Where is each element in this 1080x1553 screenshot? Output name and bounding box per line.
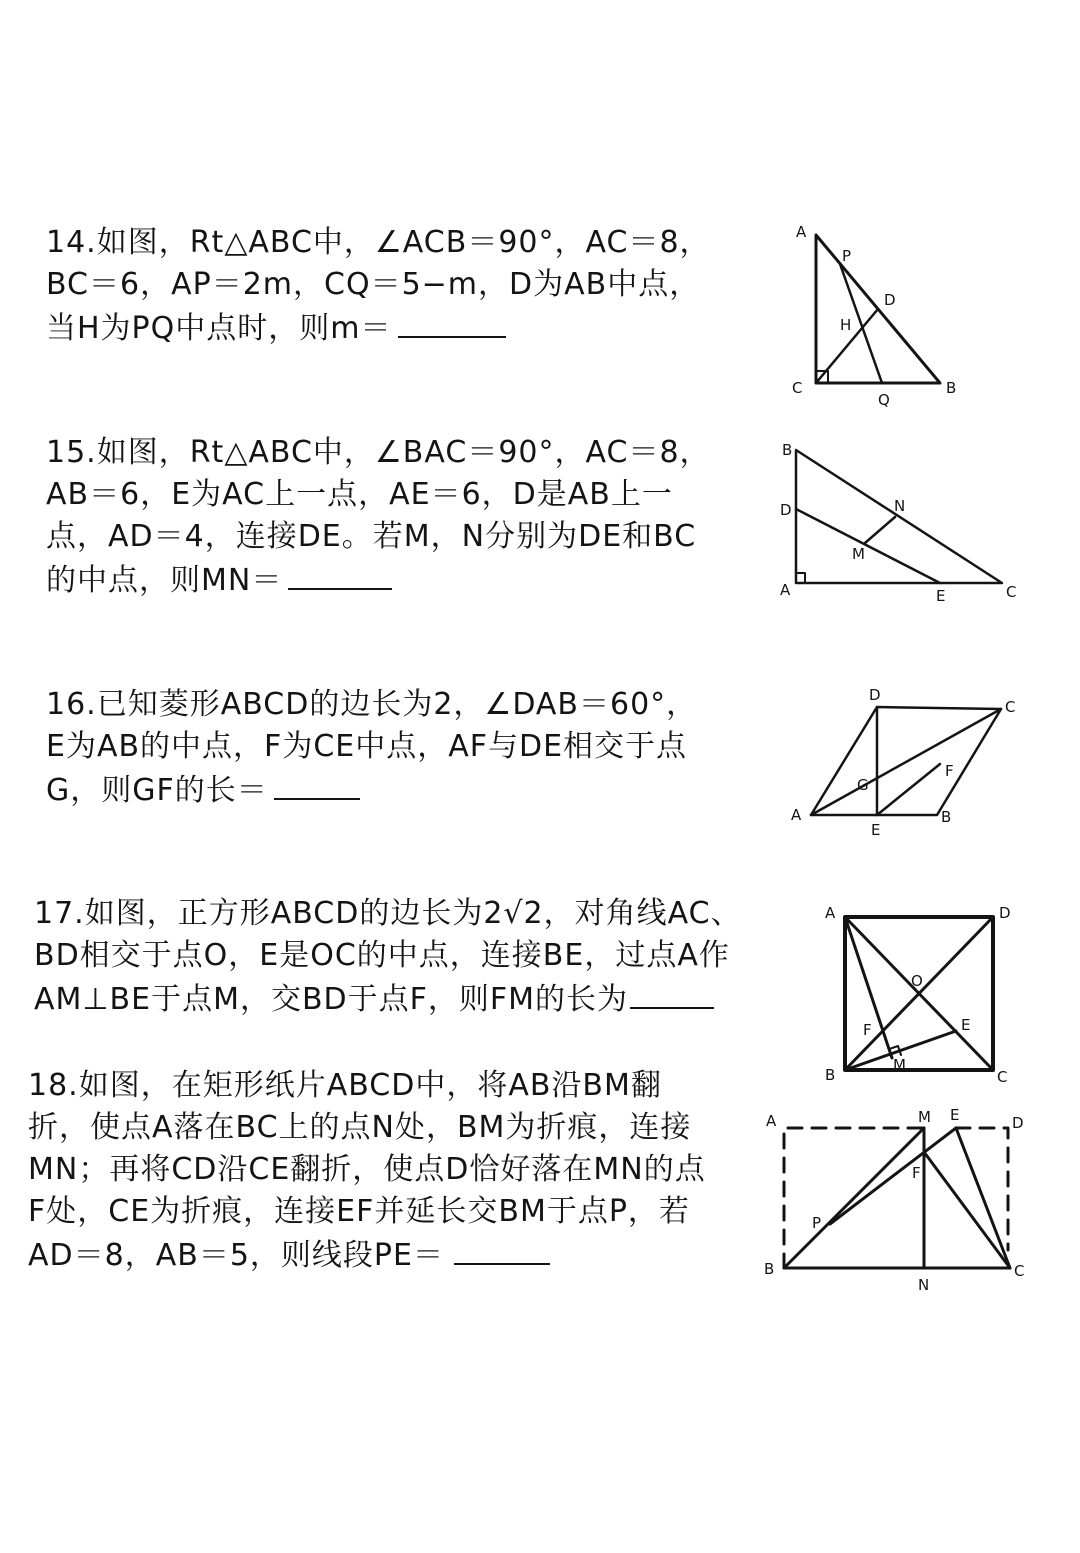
problem-15-line-4-text: 的中点，则MN＝ [46, 563, 283, 598]
problem-16-line-1: 16.已知菱形ABCD的边长为2，∠DAB＝60°， [46, 687, 698, 722]
problem-16-line-3-text: G，则GF的长＝ [46, 773, 268, 808]
label-M: M [918, 1108, 931, 1126]
problem-16-line-3 [46, 768, 697, 812]
label-E: E [950, 1106, 960, 1124]
problem-18-line-1: 18.如图，在矩形纸片ABCD中，将AB沿BM翻 [28, 1068, 662, 1103]
label-M: M [893, 1056, 906, 1074]
problem-18-line-3: MN；再将CD沿CE翻折，使点D恰好落在MN的点 [28, 1152, 706, 1187]
problem-15-line-1: 15.如图，Rt△ABC中，∠BAC＝90°，AC＝8， [46, 435, 711, 470]
label-C: C [1014, 1262, 1025, 1280]
label-M: M [852, 545, 865, 563]
figure-18 [760, 1100, 1050, 1300]
label-E: E [961, 1016, 971, 1034]
problem-15-line-2: AB＝6，E为AC上一点，AE＝6，D是AB上一 [46, 477, 673, 512]
figure-16 [785, 680, 1035, 840]
label-B: B [941, 808, 952, 826]
problem-17-line-1: 17.如图，正方形ABCD的边长为2√2，对角线AC、 [34, 896, 742, 931]
answer-blank-14[interactable] [398, 306, 506, 338]
label-B: B [764, 1260, 775, 1278]
problem-17-line-2: BD相交于点O，E是OC的中点，连接BE，过点A作 [34, 938, 730, 973]
label-D: D [780, 501, 792, 519]
label-B: B [946, 379, 957, 397]
label-A: A [825, 904, 836, 922]
problem-15-line-4 [46, 558, 711, 602]
label-C: C [1005, 698, 1016, 716]
label-D: D [869, 686, 881, 704]
answer-blank-18[interactable] [454, 1233, 550, 1265]
label-A: A [780, 581, 791, 599]
problem-17-line-3 [34, 977, 742, 1021]
problem-16-text [46, 684, 697, 812]
problem-15-line-3: 点，AD＝4，连接DE。若M，N分别为DE和BC [46, 519, 697, 554]
problem-18-line-4: F处，CE为折痕，连接EF并延长交BM于点P，若 [28, 1194, 690, 1229]
problem-18-text [28, 1065, 706, 1277]
problem-14-line-2: BC＝6，AP＝2m，CQ＝5−m，D为AB中点， [46, 267, 701, 302]
label-A: A [796, 223, 807, 241]
label-N: N [894, 497, 906, 515]
answer-blank-17[interactable] [630, 977, 714, 1009]
label-B: B [825, 1066, 836, 1084]
label-F: F [912, 1164, 921, 1182]
problem-14-text [46, 222, 711, 350]
label-F: F [863, 1021, 872, 1039]
label-D: D [1012, 1114, 1024, 1132]
label-N: N [918, 1276, 930, 1294]
problem-15-text [46, 432, 711, 602]
figure-14 [780, 215, 980, 415]
problem-18-line-5-text: AD＝8，AB＝5，则线段PE＝ [28, 1238, 444, 1273]
problem-18-line-5 [28, 1233, 706, 1277]
label-D: D [999, 904, 1011, 922]
answer-blank-15[interactable] [288, 558, 392, 590]
label-C: C [997, 1068, 1008, 1086]
problem-16-line-2: E为AB的中点，F为CE中点，AF与DE相交于点 [46, 729, 688, 764]
problem-14-line-3-text: 当H为PQ中点时，则m＝ [46, 311, 392, 346]
problem-18-line-2: 折，使点A落在BC上的点N处，BM为折痕，连接 [28, 1110, 692, 1145]
label-G: G [857, 776, 869, 794]
problem-14-line-1: 14.如图，Rt△ABC中，∠ACB＝90°，AC＝8， [46, 225, 711, 260]
label-A: A [791, 806, 802, 824]
label-E: E [936, 587, 946, 605]
problem-17-line-3-text: AM⊥BE于点M，交BD于点F，则FM的长为 [34, 982, 629, 1017]
label-O: O [911, 972, 923, 990]
label-C: C [792, 379, 803, 397]
label-Q: Q [878, 391, 890, 409]
figure-15 [770, 435, 1030, 610]
label-E: E [871, 821, 881, 839]
label-P: P [812, 1214, 822, 1232]
label-B: B [782, 441, 793, 459]
label-F: F [945, 762, 954, 780]
problem-17-text [34, 893, 742, 1021]
label-P: P [842, 247, 852, 265]
label-C: C [1006, 583, 1017, 601]
label-H: H [840, 316, 852, 334]
label-A: A [766, 1112, 777, 1130]
problem-14-line-3 [46, 306, 711, 350]
figure-17 [815, 900, 1035, 1090]
label-D: D [884, 291, 896, 309]
answer-blank-16[interactable] [274, 768, 360, 800]
